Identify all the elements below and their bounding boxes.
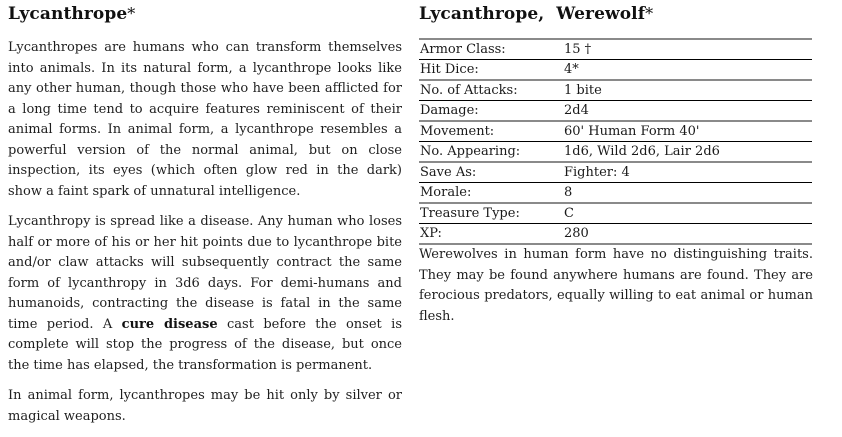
werewolf-description: Werewolves in human form have no distinguishing traits. They may be found anywhere humans are found. They are ferocious predators, equally willing to eat animal or human flesh. [419,247,813,324]
stat-label: Morale: [419,183,563,204]
stat-value: 1d6, Wild 2d6, Lair 2d6 [563,142,812,163]
disease-text-before: Lycanthropy is spread like a disease. Any human who loses half or more of his or her hit points due to lycanthrope bite and/or claw attacks will subsequently contract the same form of lycanthropy in 3d6 days. For demi-humans and humanoids, contracting the disease is fatal in the same time period. A [8,214,402,332]
stat-label: Damage: [419,101,563,122]
intro-paragraph: Lycanthropes are humans who can transform themselves into animals. In its natural form, a lycanthrope looks like any other human, though those who have been afflicted for a long time tend to acquire features reminiscent of their animal forms. In animal form, a lycanthrope resembles a powerful version of the normal animal, but on close inspection, its eyes (which often glow red in the dark) show a faint spark of unnatural intelligence. [8,40,402,199]
cure-disease-spell: cure disease [121,316,218,332]
stat-value: 4* [563,60,812,81]
stat-row [419,39,812,60]
werewolf-title [419,4,813,24]
werewolf-section [419,4,813,337]
title-text: Lycanthrope [8,4,128,24]
stat-row [419,60,812,81]
stat-value: 60' Human Form 40' [563,121,812,142]
stat-label: No. Appearing: [419,142,563,163]
stat-block-table [419,38,812,245]
stat-label: Armor Class: [419,39,563,60]
stat-value: 15 † [563,39,812,60]
stat-label: Save As: [419,162,563,183]
stat-row [419,224,812,245]
title-asterisk: * [645,4,654,23]
stat-row [419,162,812,183]
stat-row [419,142,812,163]
stat-row [419,183,812,204]
stat-label: XP: [419,224,563,245]
stat-value: 8 [563,183,812,204]
stat-value: 1 bite [563,80,812,101]
stat-label: Hit Dice: [419,60,563,81]
disease-paragraph [8,212,402,376]
stat-row [419,121,812,142]
stat-value: Fighter: 4 [563,162,812,183]
stat-row [419,203,812,224]
stat-label: No. of Attacks: [419,80,563,101]
title-asterisk: * [127,4,136,23]
stat-label: Treasure Type: [419,203,563,224]
stat-row [419,80,812,101]
stat-value: 2d4 [563,101,812,122]
stat-row [419,101,812,122]
stat-value: 280 [563,224,812,245]
disease-text-after: cast before the onset is complete will stop the progress of the disease, but once the time has elapsed, the transformation is permanent. [8,316,402,373]
title-text: Lycanthrope, Werewolf [419,4,646,24]
stat-label: Movement: [419,121,563,142]
silver-weapons-paragraph: In animal form, lycanthropes may be hit only by silver or magical weapons. [8,388,402,424]
lycanthrope-section [8,4,402,437]
section-title [8,4,402,24]
stat-value: C [563,203,812,224]
